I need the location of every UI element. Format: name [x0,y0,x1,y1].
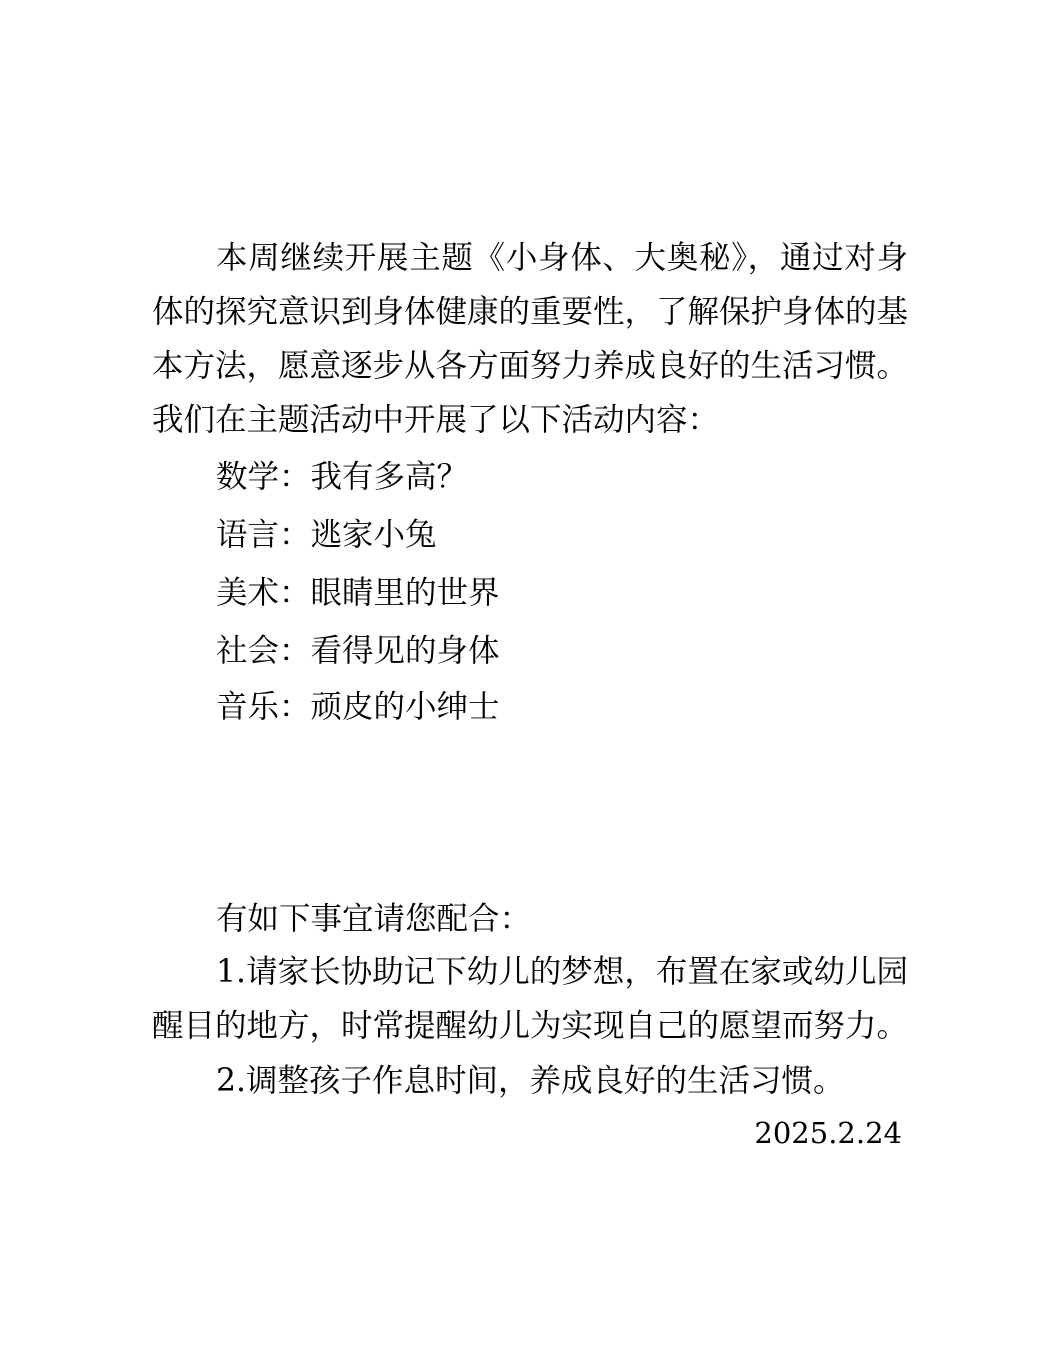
activity-item-art: 美术：眼睛里的世界 [216,575,500,611]
notice-item-1: 1.请家长协助记下幼儿的梦想，布置在家或幼儿园醒目的地方，时常提醒幼儿为实现自己的愿望而努力。 [152,954,909,1044]
intro-paragraph: 本周继续开展主题《小身体、大奥秘》，通过对身体的探究意识到身体健康的重要性，了解保护身体的基本方法，愿意逐步从各方面努力养成良好的生活习惯。我们在主题活动中开展了以下活动内容： [152,240,909,438]
activity-item-math: 数学：我有多高？ [216,459,469,495]
notice-item-2: 2.调整孩子作息时间，养成良好的生活习惯。 [216,1063,845,1099]
activity-item-social: 社会：看得见的身体 [216,633,500,669]
activity-item-language: 语言：逃家小兔 [216,517,437,553]
document-date: 2025.2.24 [754,1116,902,1150]
notice-heading: 有如下事宜请您配合： [216,901,532,937]
activity-item-music: 音乐：顽皮的小绅士 [216,689,500,725]
